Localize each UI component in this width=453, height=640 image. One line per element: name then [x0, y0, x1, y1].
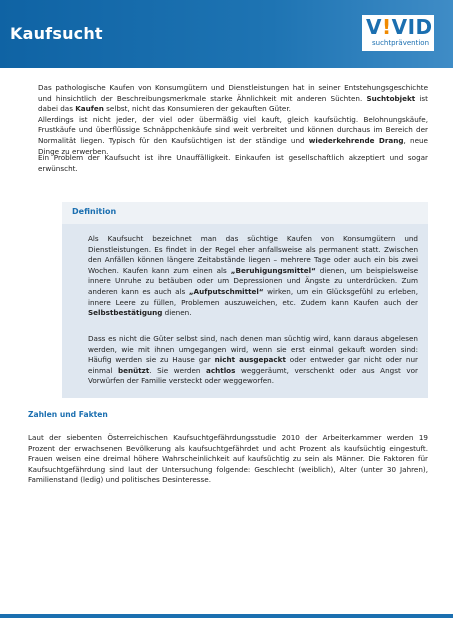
text-run: oder entweder gar nicht oder nur einmal [88, 355, 418, 375]
vivid-logo [362, 15, 434, 51]
bold-benuetzt: benützt [117, 365, 150, 375]
page-title: Kaufsucht [10, 24, 103, 43]
text-run: Das pathologische Kaufen von Konsumgütern und Dienstleistungen hat in seiner Entstehungsgeschichte und hinsichtlich der Beschreibungsmerkmale starke Ähnlichkeit mit anderen Süchten. [38, 83, 428, 103]
bottom-rule [0, 614, 453, 618]
intro-paragraph-1 [38, 83, 428, 157]
logo-letter-v: V [366, 15, 382, 39]
text-run: . Sie werden [149, 365, 207, 375]
logo-letters-vid: VID [391, 15, 433, 39]
text-run: wirken, um ein Glücksgefühl zu erleben, innere Leere zu füllen, Problemen auszuweichen, etc. Zudem kann Kaufen auch der [88, 286, 418, 307]
definition-paragraph-1 [88, 234, 418, 319]
text-run: dienen, um beispielsweise innere Unruhe zu betäuben oder um Depressionen und Ängste zu unterdrücken. Zum anderen kann es auch als [88, 265, 419, 296]
definition-label: Definition [72, 207, 117, 216]
bold-aufputschmittel: „Aufputschmittel“ [188, 286, 264, 296]
logo-subtitle: suchtprävention [372, 39, 430, 47]
definition-paragraph-2 [88, 334, 418, 387]
bold-kaufen: Kaufen [75, 104, 104, 114]
page-header [0, 0, 453, 68]
text-run: , neue Dinge zu erwerben. [38, 135, 428, 156]
bold-beruhigungsmittel: „Beruhigungsmittel“ [230, 265, 316, 275]
text-run: selbst, nicht das Konsumieren der gekauften Güter. [103, 104, 291, 114]
text-run: Dass es nicht die Güter selbst sind, nach denen man süchtig wird, kann daraus abgelesen werden, wie mit ihnen umgegangen wird, wenn sie erst einmal gekauft worden sind: Häufig werden sie zu Hause gar [88, 334, 418, 365]
text-run: weggeräumt, verschenkt oder aus Angst vor Vorwürfen der Familie versteckt oder weggeworfen. [88, 365, 418, 386]
bold-selbstbestaetigung: Selbstbestätigung [88, 308, 163, 318]
text-run: Als Kaufsucht bezeichnet man das süchtige Kaufen von Konsumgütern und Dienstleistungen. Es findet in der Regel eher anfallsweise als permanent statt. Zwischen den Anfällen können längere Zeitabstände liegen – mehrere Tage oder auch ein bis zwei Wochen. Kaufen kann zum einen als [88, 234, 418, 275]
facts-paragraph: Laut der siebenten Österreichischen Kaufsuchtgefährdungsstudie 2010 der Arbeiterkammer werden 19 Prozent der erwachsenen Bevölkerung als kaufsuchtgefährdet und acht Prozent als kaufsüchtig eingestuft. Frauen weisen eine dreimal höhere Wahrscheinlichkeit auf kaufsüchtig zu sein als Männer. Die Faktoren für Kaufsuchtgefährdung sind laut der Untersuchung folgende: Geschlecht (weiblich), Alter (unter 30 Jahren), Familienstand (ledig) und politisches Desinteresse. [28, 433, 428, 485]
bold-drang: wiederkehrende Drang [308, 135, 404, 145]
logo-exclamation: ! [381, 15, 392, 39]
text-run: ist dabei das [38, 93, 428, 114]
definition-label-bar [62, 202, 428, 224]
facts-heading: Zahlen und Fakten [28, 410, 108, 419]
intro-paragraph-2: Ein Problem der Kaufsucht ist ihre Unauffälligkeit. Einkaufen ist gesellschaftlich akzeptiert und sogar erwünscht. [38, 153, 428, 173]
bold-achtlos: achtlos [206, 365, 236, 375]
bold-nicht-ausgepackt: nicht ausgepackt [214, 355, 286, 365]
text-run: dienen. [162, 308, 192, 318]
bold-suchtobjekt: Suchtobjekt [366, 93, 416, 103]
logo-wordmark [366, 16, 433, 38]
text-run: Allerdings ist nicht jeder, der viel oder übermäßig viel kauft, gleich kaufsüchtig. Belohnungskäufe, Frustkäufe und überflüssige Schnäppchenkäufe sind weit verbreitet und können durchaus im Bereich der Normalität liegen. Typisch für den Kaufsüchtigen ist der ständige und [38, 114, 428, 145]
